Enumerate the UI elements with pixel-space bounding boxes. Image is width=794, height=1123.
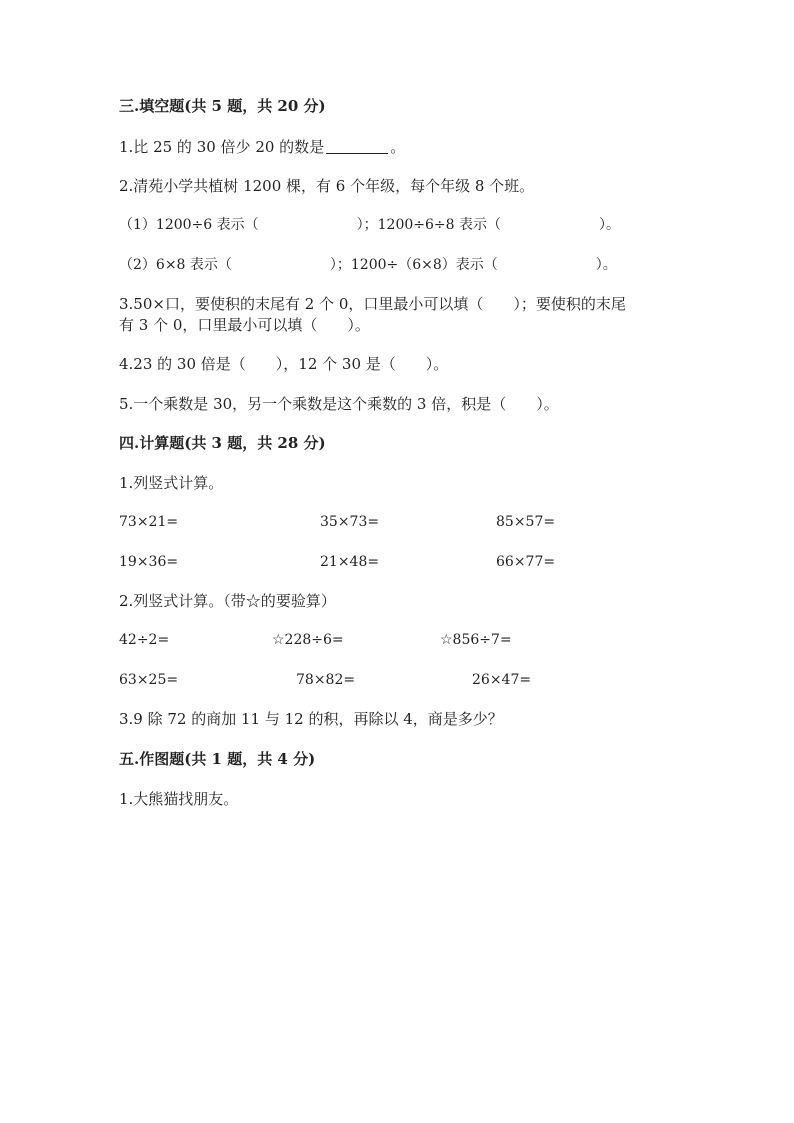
calc-item: 78×82= xyxy=(296,672,356,688)
calc-item: 26×47= xyxy=(472,672,532,688)
question-5-1: 1.大熊猫找朋友。 xyxy=(119,790,239,808)
question-3-5: 5.一个乘数是 30，另一个乘数是这个乘数的 3 倍，积是（ ）。 xyxy=(119,395,559,413)
calc-item: 21×48= xyxy=(320,554,380,570)
question-3-2: 2.清苑小学共植树 1200 棵，有 6 个年级，每个年级 8 个班。 xyxy=(119,177,535,195)
question-3-3-line-1: 3.50×口，要使积的末尾有 2 个 0，口里最小可以填（ ）；要使积的末尾 xyxy=(119,295,626,313)
calc-item: 63×25= xyxy=(119,672,179,688)
answer-blank[interactable] xyxy=(326,139,388,154)
calc-item: ☆856÷7= xyxy=(440,632,512,648)
question-3-1 xyxy=(119,137,405,157)
calc-item: ☆228÷6= xyxy=(272,632,344,648)
question-3-1-text: 1.比 25 的 30 倍少 20 的数是 xyxy=(119,138,325,156)
calc-item: 35×73= xyxy=(320,514,380,530)
calc-item: 19×36= xyxy=(119,554,179,570)
question-3-2-part-2: （2）6×8 表示（ ）；1200÷（6×8）表示（ ）。 xyxy=(119,257,617,273)
calc-item: 42÷2= xyxy=(119,632,170,648)
calc-item: 85×57= xyxy=(496,514,556,530)
calc-item: 66×77= xyxy=(496,554,556,570)
section-4-heading: 四.计算题(共 3 题，共 28 分) xyxy=(119,434,326,452)
question-4-3: 3.9 除 72 的商加 11 与 12 的积，再除以 4，商是多少？ xyxy=(119,710,503,728)
question-4-1: 1.列竖式计算。 xyxy=(119,474,224,492)
question-4-2: 2.列竖式计算。（带☆的要验算） xyxy=(119,592,336,610)
question-3-2-part-1: （1）1200÷6 表示（ ）；1200÷6÷8 表示（ ）。 xyxy=(119,217,620,233)
question-3-4: 4.23 的 30 倍是（ ），12 个 30 是（ ）。 xyxy=(119,355,449,373)
calc-item: 73×21= xyxy=(119,514,179,530)
question-3-1-end: 。 xyxy=(390,138,406,156)
question-3-3-line-2: 有 3 个 0，口里最小可以填（ ）。 xyxy=(119,316,370,334)
section-5-heading: 五.作图题(共 1 题，共 4 分) xyxy=(119,750,316,768)
section-3-heading: 三.填空题(共 5 题，共 20 分) xyxy=(119,97,326,115)
